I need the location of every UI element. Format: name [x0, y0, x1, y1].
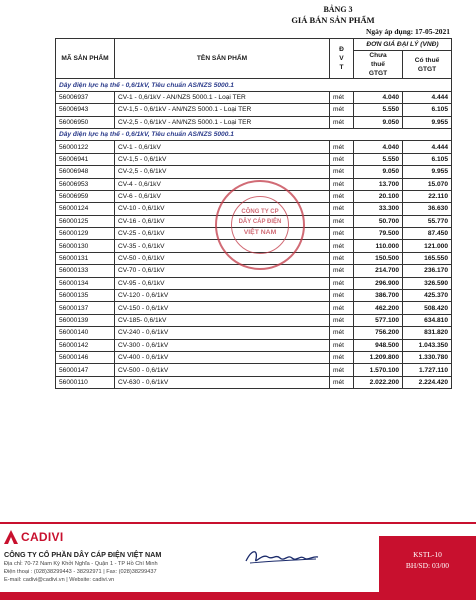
cell-price-vat: 4.444 — [403, 141, 452, 153]
cell-product-code: 56006943 — [56, 104, 115, 116]
cell-price-no-vat: 13.700 — [354, 178, 403, 190]
cell-price-no-vat: 462.200 — [354, 302, 403, 314]
effective-date-label: Ngày áp dụng: — [366, 27, 414, 36]
section-title: Dây điện lực hạ thế - 0,6/1kV, Tiêu chuẩn AS/NZS 5000.1 — [56, 128, 452, 140]
cell-product-code: 56000146 — [56, 351, 115, 363]
cell-unit: mét — [330, 277, 354, 289]
cell-product-code: 56006953 — [56, 178, 115, 190]
cell-product-code: 56000129 — [56, 228, 115, 240]
section-row — [56, 128, 452, 140]
cell-price-vat: 165.550 — [403, 252, 452, 264]
cell-price-vat: 831.820 — [403, 327, 452, 339]
cell-unit: mét — [330, 203, 354, 215]
table-row — [56, 277, 452, 289]
cell-product-name: CV-150 - 0,6/1kV — [115, 302, 330, 314]
table-row — [56, 351, 452, 363]
cell-product-name: CV-70 - 0,6/1kV — [115, 265, 330, 277]
cell-price-vat: 4.444 — [403, 91, 452, 103]
cell-price-vat: 1.727.110 — [403, 364, 452, 376]
cell-product-code: 56000133 — [56, 265, 115, 277]
cell-price-no-vat: 1.570.100 — [354, 364, 403, 376]
cell-price-vat: 236.170 — [403, 265, 452, 277]
cell-price-no-vat: 756.200 — [354, 327, 403, 339]
cell-product-name: CV-25 - 0,6/1kV — [115, 228, 330, 240]
cell-product-code: 56006941 — [56, 153, 115, 165]
col-header-code: MÃ SẢN PHẨM — [56, 39, 115, 79]
signature-mark — [242, 545, 322, 569]
cell-product-name: CV-95 - 0,6/1kV — [115, 277, 330, 289]
cell-price-no-vat: 2.022.200 — [354, 376, 403, 388]
cell-price-vat: 1.043.350 — [403, 339, 452, 351]
table-row — [56, 203, 452, 215]
cell-product-code: 56000140 — [56, 327, 115, 339]
cell-product-name: CV-300 - 0,6/1kV — [115, 339, 330, 351]
cell-product-code: 56000135 — [56, 290, 115, 302]
col-header-name: TÊN SẢN PHẨM — [115, 39, 330, 79]
table-row — [56, 228, 452, 240]
cell-unit: mét — [330, 314, 354, 326]
cell-product-code: 56000147 — [56, 364, 115, 376]
cell-price-vat: 9.955 — [403, 116, 452, 128]
footer-red-bar — [0, 592, 379, 600]
cell-price-no-vat: 33.300 — [354, 203, 403, 215]
doc-title: GIÁ BÁN SẢN PHẨM — [291, 15, 375, 25]
cell-price-no-vat: 110.000 — [354, 240, 403, 252]
cell-price-vat: 87.450 — [403, 228, 452, 240]
cell-price-no-vat: 948.500 — [354, 339, 403, 351]
section-title: Dây điện lực hạ thế - 0,6/1kV, Tiêu chuẩn AS/NZS 5000.1 — [56, 79, 452, 91]
cell-product-name: CV-120 - 0,6/1kV — [115, 290, 330, 302]
cell-product-code: 56000137 — [56, 302, 115, 314]
table-row — [56, 240, 452, 252]
table-row — [56, 314, 452, 326]
cell-unit: mét — [330, 351, 354, 363]
cell-price-no-vat: 9.050 — [354, 166, 403, 178]
cell-product-code: 56000110 — [56, 376, 115, 388]
table-row — [56, 339, 452, 351]
stamp-text-bottom: VIỆT NAM — [243, 229, 277, 236]
company-name: CÔNG TY CỔ PHẦN DÂY CÁP ĐIỆN VIỆT NAM — [4, 550, 162, 559]
cell-price-no-vat: 1.209.800 — [354, 351, 403, 363]
cell-price-no-vat: 214.700 — [354, 265, 403, 277]
effective-date — [150, 27, 450, 36]
doc-revision: BH/SD: 03/00 — [405, 561, 450, 570]
cell-price-vat: 9.955 — [403, 166, 452, 178]
col-header-unit: Đ V T — [330, 39, 354, 79]
table-row — [56, 265, 452, 277]
cell-product-name: CV-1,5 - 0,6/1kV - AN/NZS 5000.1 - Loại TER — [115, 104, 330, 116]
table-row — [56, 166, 452, 178]
brand-logo-text: CADIVI — [21, 530, 64, 544]
table-row — [56, 302, 452, 314]
cell-price-vat: 634.810 — [403, 314, 452, 326]
table-row — [56, 153, 452, 165]
section-row — [56, 79, 452, 91]
table-row — [56, 190, 452, 202]
cell-price-no-vat: 5.550 — [354, 104, 403, 116]
cadivi-logo-icon — [4, 530, 18, 544]
cell-price-vat: 121.000 — [403, 240, 452, 252]
cell-price-vat: 36.630 — [403, 203, 452, 215]
stamp-text-mid: DÂY CÁP ĐIỆN — [238, 219, 282, 225]
table-row — [56, 116, 452, 128]
cell-unit: mét — [330, 376, 354, 388]
cell-price-no-vat: 4.040 — [354, 141, 403, 153]
cell-unit: mét — [330, 302, 354, 314]
cell-unit: mét — [330, 153, 354, 165]
cell-unit: mét — [330, 228, 354, 240]
effective-date-value: 17-05-2021 — [415, 27, 450, 36]
table-row — [56, 215, 452, 227]
table-row — [56, 376, 452, 388]
cell-product-code: 56000142 — [56, 339, 115, 351]
cell-price-no-vat: 296.900 — [354, 277, 403, 289]
cell-product-code: 56000122 — [56, 141, 115, 153]
cell-unit: mét — [330, 265, 354, 277]
cell-product-name: CV-2,5 - 0,6/1kV — [115, 166, 330, 178]
cell-price-no-vat: 386.700 — [354, 290, 403, 302]
cell-product-code: 56000130 — [56, 240, 115, 252]
cell-product-name: CV-630 - 0,6/1kV — [115, 376, 330, 388]
cell-unit: mét — [330, 215, 354, 227]
col-header-price-group: ĐƠN GIÁ ĐẠI LÝ (VNĐ) — [354, 39, 452, 51]
table-row — [56, 252, 452, 264]
cell-product-name: CV-500 - 0,6/1kV — [115, 364, 330, 376]
col-header-vat: Có thuế GTGT — [403, 51, 452, 79]
cell-product-name: CV-400 - 0,6/1kV — [115, 351, 330, 363]
cell-unit: mét — [330, 116, 354, 128]
cell-price-no-vat: 5.550 — [354, 153, 403, 165]
cell-product-code: 56000124 — [56, 203, 115, 215]
table-row — [56, 91, 452, 103]
table-row — [56, 141, 452, 153]
cell-product-code: 56006948 — [56, 166, 115, 178]
table-row — [56, 364, 452, 376]
cell-unit: mét — [330, 327, 354, 339]
table-row — [56, 178, 452, 190]
col-header-no-vat: Chưa thuế GTGT — [354, 51, 403, 79]
cell-product-code: 56006959 — [56, 190, 115, 202]
cell-product-code: 56006950 — [56, 116, 115, 128]
price-table — [55, 38, 452, 389]
cell-product-name: CV-240 - 0,6/1kV — [115, 327, 330, 339]
cell-product-code: 56000134 — [56, 277, 115, 289]
cell-product-name: CV-35 - 0,6/1kV — [115, 240, 330, 252]
cell-price-vat: 2.224.420 — [403, 376, 452, 388]
cell-price-vat: 55.770 — [403, 215, 452, 227]
cell-price-vat: 15.070 — [403, 178, 452, 190]
cell-price-vat: 425.370 — [403, 290, 452, 302]
cell-unit: mét — [330, 141, 354, 153]
cell-unit: mét — [330, 104, 354, 116]
cell-price-no-vat: 20.100 — [354, 190, 403, 202]
price-table-body — [56, 79, 452, 389]
cell-unit: mét — [330, 252, 354, 264]
cell-product-name: CV-10 - 0,6/1kV — [115, 203, 330, 215]
cell-product-name: CV-50 - 0,6/1kV — [115, 252, 330, 264]
cell-product-name: CV-6 - 0,6/1kV — [115, 190, 330, 202]
cell-price-no-vat: 577.100 — [354, 314, 403, 326]
doc-label: BẢNG 3 — [323, 5, 353, 14]
company-email: E-mail: cadivi@cadivi.vn | Website: cadivi.vn — [4, 577, 115, 583]
table-row — [56, 104, 452, 116]
cell-product-code: 56000131 — [56, 252, 115, 264]
table-row — [56, 327, 452, 339]
cell-product-name: CV-2,5 - 0,6/1kV - AN/NZS 5000.1 - Loại TER — [115, 116, 330, 128]
cell-price-vat: 6.105 — [403, 153, 452, 165]
cell-product-name: CV-1 - 0,6/1kV - AN/NZS 5000.1 - Loại TER — [115, 91, 330, 103]
cell-product-name: CV-1,5 - 0,6/1kV — [115, 153, 330, 165]
cell-price-no-vat: 79.500 — [354, 228, 403, 240]
cell-price-no-vat: 9.050 — [354, 116, 403, 128]
cell-product-code: 56006937 — [56, 91, 115, 103]
cell-unit: mét — [330, 91, 354, 103]
doc-code: KSTL-10 — [413, 550, 442, 559]
cell-unit: mét — [330, 178, 354, 190]
cell-price-vat: 326.590 — [403, 277, 452, 289]
cell-unit: mét — [330, 166, 354, 178]
cell-price-no-vat: 50.700 — [354, 215, 403, 227]
cell-product-code: 56000139 — [56, 314, 115, 326]
company-address: Địa chỉ: 70-72 Nam Kỳ Khởi Nghĩa - Quận 1 - TP Hồ Chí Minh — [4, 561, 158, 567]
cell-unit: mét — [330, 190, 354, 202]
stamp-text-top: CÔNG TY CP — [241, 209, 279, 215]
cell-product-name: CV-1 - 0,6/1kV — [115, 141, 330, 153]
cell-price-vat: 22.110 — [403, 190, 452, 202]
cell-product-code: 56000125 — [56, 215, 115, 227]
company-phone: Điện thoại : (028)38299443 - 38292971 | Fax: (028)38299437 — [4, 569, 157, 575]
cell-price-vat: 1.330.780 — [403, 351, 452, 363]
cell-product-name: CV-4 - 0,6/1kV — [115, 178, 330, 190]
cell-product-name: CV-185- 0,6/1kV — [115, 314, 330, 326]
cell-unit: mét — [330, 364, 354, 376]
cell-unit: mét — [330, 290, 354, 302]
cell-unit: mét — [330, 240, 354, 252]
table-row — [56, 290, 452, 302]
doc-code-box — [379, 536, 476, 600]
cell-price-no-vat: 4.040 — [354, 91, 403, 103]
cell-product-name: CV-16 - 0,6/1kV — [115, 215, 330, 227]
footer-divider — [0, 522, 476, 524]
cell-unit: mét — [330, 339, 354, 351]
cell-price-no-vat: 150.500 — [354, 252, 403, 264]
cell-price-vat: 6.105 — [403, 104, 452, 116]
cell-price-vat: 508.420 — [403, 302, 452, 314]
